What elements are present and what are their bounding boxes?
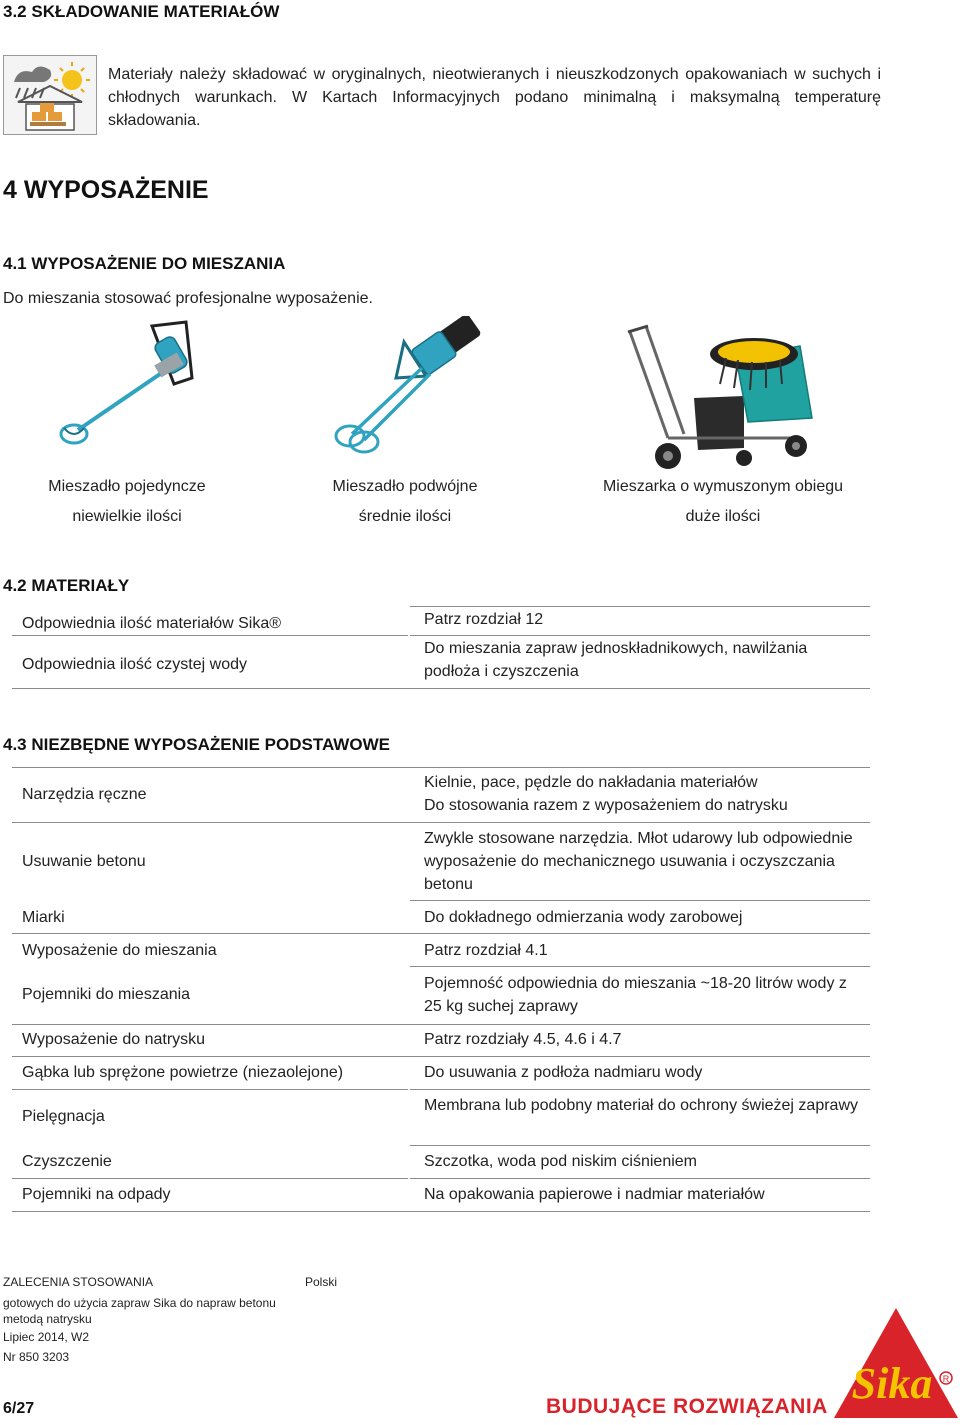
double-paddle-mixer-image [330, 316, 490, 458]
equipment-row-6-item: Wyposażenie do natrysku [22, 1031, 206, 1048]
equipment-row-9-desc: Szczotka, woda pod niskim ciśnieniem [424, 1153, 698, 1170]
equipment-row-8-desc: Membrana lub podobny materiał do ochrony świeżej zaprawy [424, 1097, 858, 1114]
single-paddle-mixer-image [56, 318, 206, 452]
equipment-row-2-item: Usuwanie betonu [22, 853, 146, 870]
section-4-2-title: 4.2 MATERIAŁY [3, 576, 130, 595]
sika-logo-wordmark: Sika [851, 1359, 933, 1408]
footer-doc-subtitle: gotowych do użycia zapraw Sika do napraw betonu metodą natrysku [3, 1296, 276, 1326]
table-rule [12, 1178, 408, 1179]
equipment-row-1-item: Narzędzia ręczne [22, 786, 147, 803]
forced-action-mixer-image [624, 318, 820, 474]
table-rule [12, 933, 870, 934]
footer-doc-title: ZALECENIA STOSOWANIA [3, 1275, 154, 1289]
equipment-row-3-desc: Do dokładnego odmierzania wody zarobowej [424, 909, 743, 926]
tool-3-name: Mieszarka o wymuszonym obiegu [602, 478, 844, 495]
slogan: BUDUJĄCE ROZWIĄZANIA [546, 1395, 828, 1418]
tool-1-name: Mieszadło pojedyncze [48, 478, 206, 495]
table-rule [12, 767, 870, 768]
equipment-row-3-item: Miarki [22, 909, 65, 926]
table-rule [410, 1089, 870, 1090]
sika-logo [832, 1306, 960, 1420]
section-3-2-text: Materiały należy składować w oryginalnych, nieotwieranych i nieuszkodzonych opakowaniach w suchych i chłodnych warunkach. W Kartach Informacyjnych podano minimalną i maksymalną temperaturę składowania. [108, 66, 881, 129]
footer-doc-number: Nr 850 3203 [3, 1350, 70, 1364]
equipment-row-10-item: Pojemniki na odpady [22, 1186, 171, 1203]
table-rule [12, 1089, 408, 1090]
equipment-row-6-desc: Patrz rozdziały 4.5, 4.6 i 4.7 [424, 1031, 622, 1048]
table-rule [410, 900, 870, 901]
materials-right-2: Do mieszania zapraw jednoskładnikowych, nawilżania podłoża i czyszczenia [424, 640, 808, 680]
equipment-row-5-desc: Pojemność odpowiednia do mieszania ~18-20 litrów wody z 25 kg suchej zaprawy [424, 975, 847, 1015]
tool-2-amount: średnie ilości [358, 508, 452, 525]
table-rule [410, 635, 870, 636]
page-number: 6/27 [3, 1400, 35, 1417]
table-rule [12, 1024, 870, 1025]
equipment-row-7-desc: Do usuwania z podłoża nadmiaru wody [424, 1064, 703, 1081]
tool-3-amount: duże ilości [685, 508, 761, 525]
equipment-row-2-desc: Zwykle stosowane narzędzia. Młot udarowy lub odpowiednie wyposażenie do mechanicznego usuwania i oczyszczania betonu [424, 830, 853, 893]
equipment-row-10-desc: Na opakowania papierowe i nadmiar materiałów [424, 1186, 765, 1203]
footer-language: Polski [305, 1275, 338, 1289]
materials-left-1: Odpowiednia ilość materiałów Sika® [22, 615, 282, 632]
table-rule [410, 606, 870, 607]
equipment-row-4-desc: Patrz rozdział 4.1 [424, 942, 548, 959]
svg-text:R: R [942, 1374, 950, 1384]
table-rule [12, 635, 408, 636]
table-rule [410, 966, 870, 967]
section-4-1-title: 4.1 WYPOSAŻENIE DO MIESZANIA [3, 254, 286, 273]
tool-2-name: Mieszadło podwójne [332, 478, 478, 495]
table-rule [12, 1056, 870, 1057]
equipment-row-1-desc: Kielnie, pace, pędzle do nakładania materiałów Do stosowania razem z wyposażeniem do natrysku [424, 774, 788, 814]
table-rule [12, 822, 870, 823]
equipment-row-4-item: Wyposażenie do mieszania [22, 942, 217, 959]
table-rule [12, 688, 870, 689]
table-rule [410, 1178, 870, 1179]
equipment-row-9-item: Czyszczenie [22, 1153, 112, 1170]
table-rule [12, 1211, 870, 1212]
equipment-row-7-item: Gąbka lub sprężone powietrze (niezaolejone) [22, 1064, 344, 1081]
chapter-4-title: 4 WYPOSAŻENIE [3, 176, 209, 204]
materials-left-2: Odpowiednia ilość czystej wody [22, 656, 247, 673]
materials-right-1: Patrz rozdział 12 [424, 611, 544, 628]
table-rule [410, 1145, 870, 1146]
section-4-3-title: 4.3 NIEZBĘDNE WYPOSAŻENIE PODSTAWOWE [3, 735, 390, 754]
section-3-2-title: 3.2 SKŁADOWANIE MATERIAŁÓW [3, 2, 280, 21]
equipment-row-5-item: Pojemniki do mieszania [22, 986, 191, 1003]
tool-1-amount: niewielkie ilości [72, 508, 182, 525]
equipment-row-8-item: Pielęgnacja [22, 1108, 105, 1125]
section-4-1-intro: Do mieszania stosować profesjonalne wyposażenie. [3, 290, 373, 307]
storage-conditions-icon [3, 55, 97, 135]
footer-date: Lipiec 2014, W2 [3, 1330, 90, 1344]
